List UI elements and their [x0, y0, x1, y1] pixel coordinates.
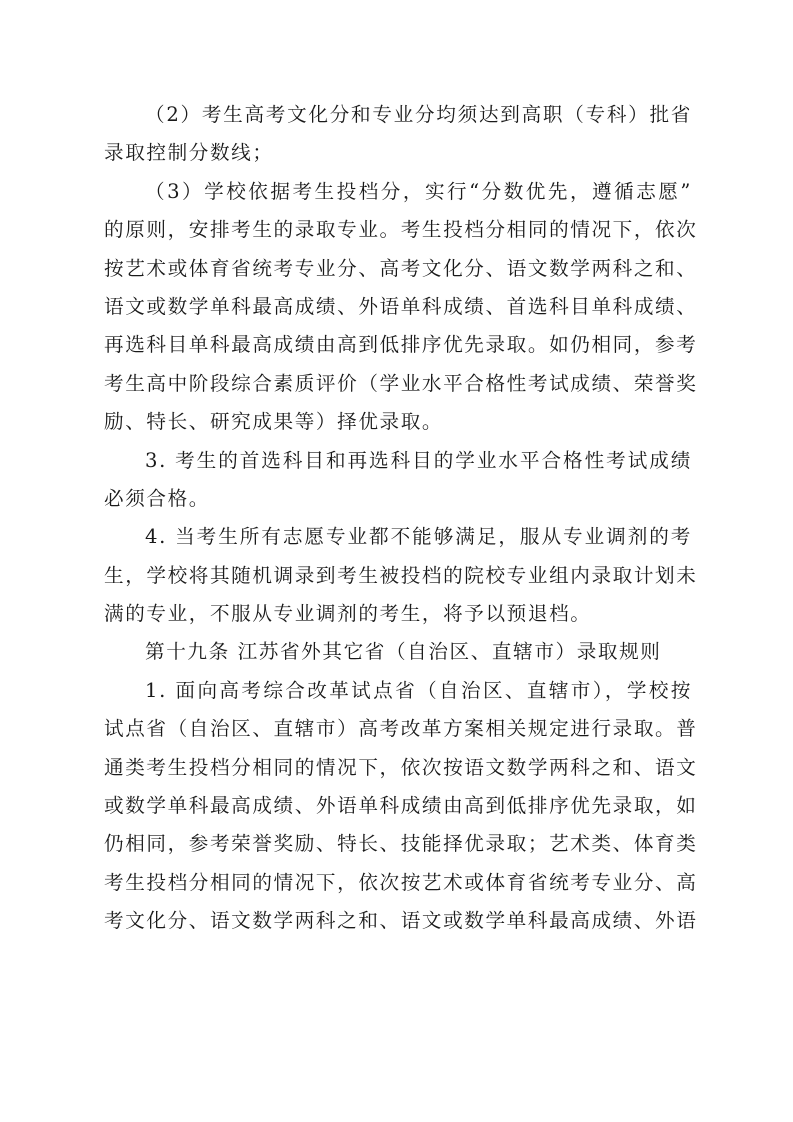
text-line: 3. 考生的首选科目和再选科目的学业水平合格性考试成绩	[145, 448, 692, 472]
text-line: 试点省（自治区、直辖市）高考改革方案相关规定进行录取。普	[104, 717, 698, 741]
text-line: 4. 当考生所有志愿专业都不能够满足，服从专业调剂的考	[145, 525, 692, 549]
text-line: 满的专业，不服从专业调剂的考生，将予以预退档。	[104, 602, 592, 626]
text-line: 必须合格。	[104, 486, 210, 510]
text-line: 再选科目单科最高成绩由高到低排序优先录取。如仍相同，参考	[104, 333, 698, 357]
text-line: 录取控制分数线；	[104, 141, 274, 165]
text-line: 按艺术或体育省统考专业分、高考文化分、语文数学两科之和、	[104, 256, 698, 280]
article-19-heading	[104, 633, 692, 671]
paragraph-item-3	[104, 442, 692, 519]
text-line: 励、特长、研究成果等）择优录取。	[104, 410, 444, 434]
text-line: 生，学校将其随机调录到考生被投档的院校专业组内录取计划未	[104, 563, 698, 587]
paragraph-item-4	[104, 518, 698, 633]
text-line: 1. 面向高考综合改革试点省（自治区、直辖市），学校按	[145, 678, 692, 702]
section-heading: 第十九条 江苏省外其它省（自治区、直辖市）录取规则	[145, 640, 662, 664]
text-line: 仍相同，参考荣誉奖励、特长、技能择优录取；艺术类、体育类	[104, 832, 698, 856]
text-line: 通类考生投档分相同的情况下，依次按语文数学两科之和、语文	[104, 755, 698, 779]
text-line: （2）考生高考文化分和专业分均须达到高职（专科）批省	[145, 103, 692, 126]
paragraph-clause-3	[104, 173, 698, 442]
paragraph-article-19-item-1	[104, 672, 698, 941]
text-line: 考生投档分相同的情况下，依次按艺术或体育省统考专业分、高	[104, 870, 698, 894]
text-line: 语文或数学单科最高成绩、外语单科成绩、首选科目单科成绩、	[104, 294, 698, 318]
text-line: （3）学校依据考生投档分，实行“分数优先，遵循志愿”	[145, 179, 692, 203]
text-line: 或数学单科最高成绩、外语单科成绩由高到低排序优先录取，如	[104, 794, 698, 818]
text-line: 考生高中阶段综合素质评价（学业水平合格性考试成绩、荣誉奖	[104, 371, 698, 395]
text-line: 考文化分、语文数学两科之和、语文或数学单科最高成绩、外语	[104, 909, 698, 933]
document-page	[104, 96, 698, 941]
text-line: 的原则，安排考生的录取专业。考生投档分相同的情况下，依次	[104, 218, 698, 242]
paragraph-clause-2	[104, 96, 692, 173]
